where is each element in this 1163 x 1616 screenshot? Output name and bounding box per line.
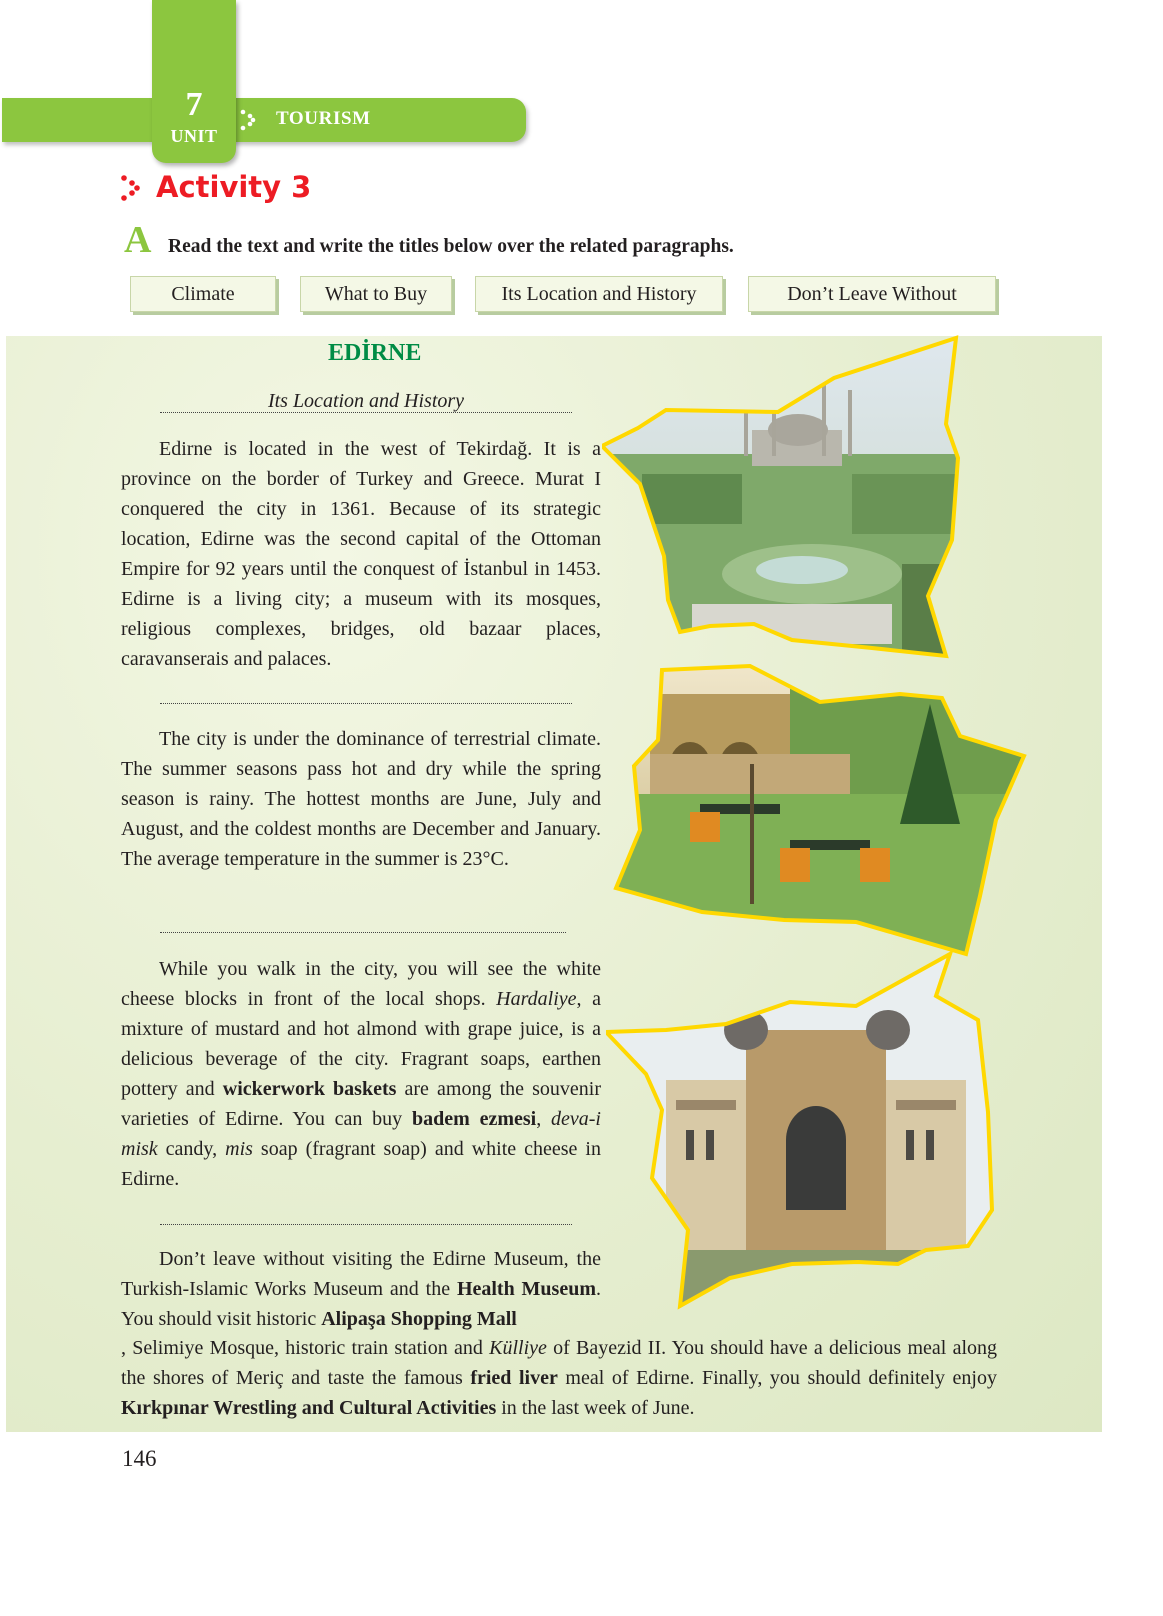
title-option-location-history: Its Location and History bbox=[475, 276, 723, 312]
photo-selimiye-mosque bbox=[602, 334, 960, 660]
paragraph-3: While you walk in the city, you will see the white cheese blocks in front of the local shops. Hardaliye, a mixture of mustard and hot almond with grape juice, is a delicious beverage of the city. Fragrant soaps, earthen pottery and wickerwork baskets are among the souvenir varieties of Edirne. You can buy badem ezmesi, deva-i misk candy, mis soap (fragrant soap) and white cheese in Edirne. bbox=[121, 958, 601, 1190]
unit-tab bbox=[152, 0, 236, 163]
paragraph-2: The city is under the dominance of terrestrial climate. The summer seasons pass hot and dry while the spring season is rainy. The hottest months are June, July and August, and the coldest months are December and January. The average temperature in the summer is 23°C. bbox=[121, 728, 601, 870]
title-option-what-to-buy: What to Buy bbox=[300, 276, 452, 312]
paragraph-1: Edirne is located in the west of Tekirdağ. It is a province on the border of Turkey and Greece. Murat I conquered the city in 1361. Because of its strategic location, Edirne was the second capital of the Ottoman Empire for 92 years until the conquest of İstanbul in 1453. Edirne is a living city; a museum with its mosques, religious complexes, bridges, old bazaar places, caravanserais and palaces. bbox=[121, 438, 601, 670]
photo-train-station bbox=[606, 950, 996, 1310]
article-heading: EDİRNE bbox=[328, 340, 422, 366]
section-title: TOURISM bbox=[276, 108, 371, 129]
title-option-dont-leave: Don’t Leave Without bbox=[748, 276, 996, 312]
title-option-climate: Climate bbox=[130, 276, 276, 312]
activity-title: Activity 3 bbox=[156, 170, 312, 204]
answer-line-1 bbox=[160, 412, 572, 413]
paragraph-4: Don’t leave without visiting the Edirne Museum, the Turkish-Islamic Works Museum and the Health Museum. You should visit historic Alipaşa Shopping Mall bbox=[121, 1248, 601, 1330]
answer-line-3 bbox=[160, 932, 566, 933]
unit-number: 7 bbox=[185, 86, 203, 123]
answer-line-2 bbox=[160, 703, 572, 704]
dots-icon bbox=[120, 174, 140, 202]
unit-banner bbox=[2, 98, 526, 142]
dots-icon bbox=[240, 109, 256, 131]
answer-line-1-text: Its Location and History bbox=[267, 390, 465, 412]
photo-park-bridge bbox=[610, 644, 1030, 964]
task-instruction: Read the text and write the titles below over the related paragraphs. bbox=[168, 236, 734, 257]
unit-label: UNIT bbox=[170, 126, 218, 146]
paragraph-4-continued: , Selimiye Mosque, historic train station and Külliye of Bayezid II. You should have a delicious meal along the shores of Meriç and taste the famous fried liver meal of Edirne. Finally, you should definitely enjoy Kırkpınar Wrestling and Cultural Activities in the last week of June. bbox=[121, 1337, 997, 1419]
task-letter: A bbox=[124, 219, 152, 261]
page-number: 146 bbox=[122, 1446, 157, 1471]
answer-line-4 bbox=[160, 1224, 572, 1225]
